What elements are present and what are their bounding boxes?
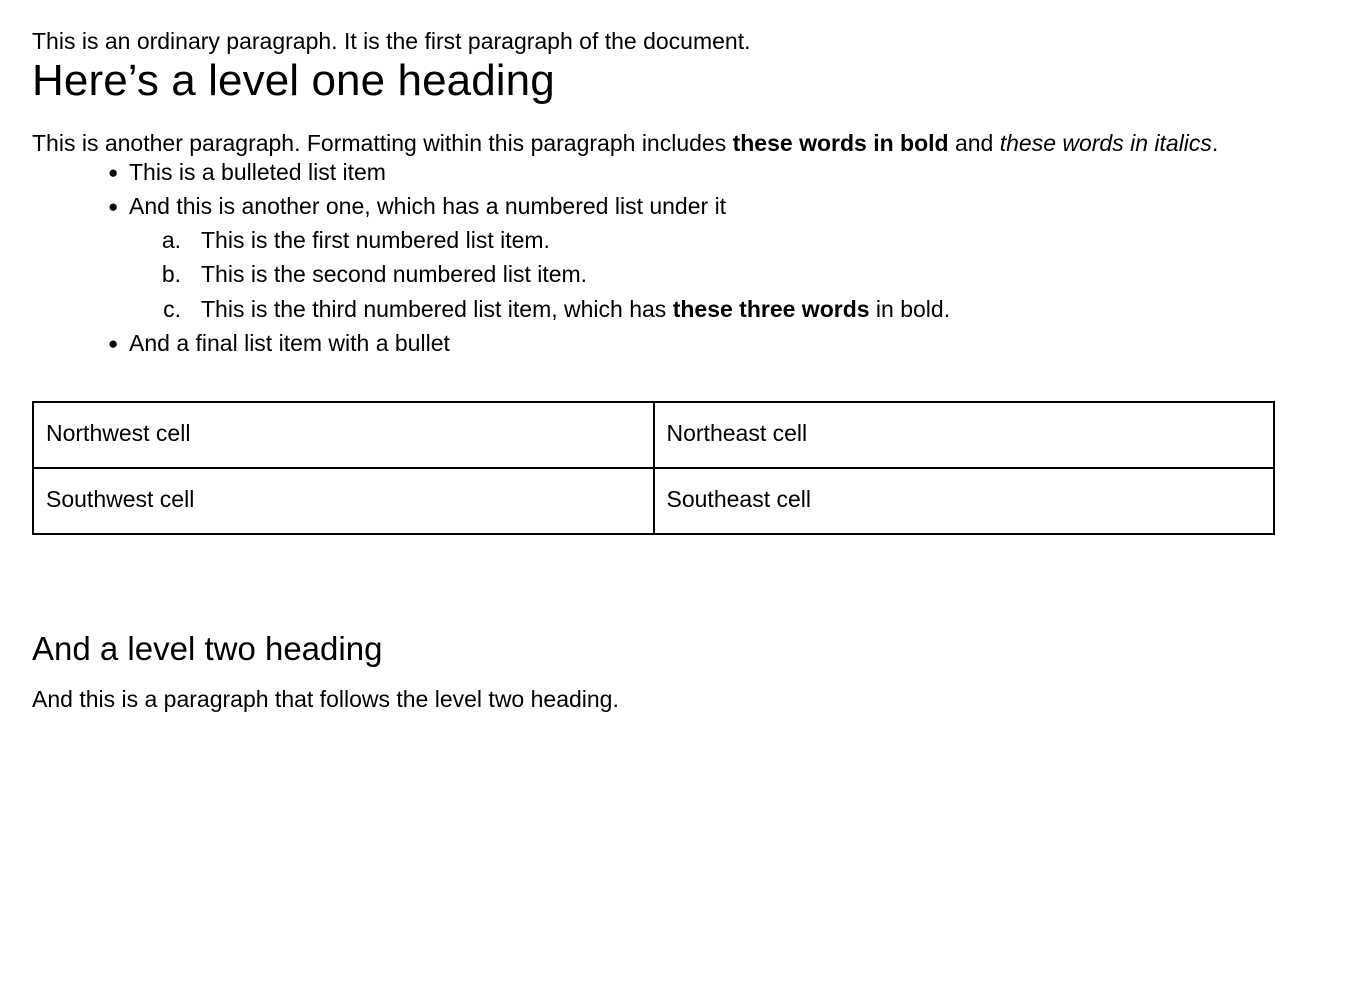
second-paragraph-bold: these words in bold [732, 129, 949, 156]
list-item-label: This is the second numbered list item. [201, 261, 588, 288]
bulleted-list [32, 158, 1320, 359]
numbered-list [129, 226, 1320, 324]
list-item-label: And a final list item with a bullet [129, 330, 450, 357]
last-paragraph: And this is a paragraph that follows the level two heading. [32, 685, 619, 712]
table-cell: Southwest cell [33, 468, 654, 534]
second-paragraph-italic: these words in italics [999, 129, 1212, 156]
table-row [33, 468, 1274, 534]
list-marker: b. [161, 261, 181, 288]
list-item [32, 192, 1320, 324]
table-cell: Northeast cell [654, 402, 1275, 468]
second-paragraph [32, 128, 1287, 158]
bullet-icon: ● [108, 162, 119, 182]
list-item [129, 260, 1320, 289]
list-item-label-prefix: This is the third numbered list item, which has [201, 295, 673, 322]
bullet-icon: ● [108, 334, 119, 354]
document-table [32, 401, 1275, 535]
heading-level-two: And a level two heading [32, 629, 383, 667]
list-marker: a. [161, 226, 181, 253]
first-paragraph: This is an ordinary paragraph. It is the first paragraph of the document. [32, 28, 751, 54]
list-item-label-bold: these three words [672, 295, 870, 322]
list-item-label: This is the first numbered list item. [201, 226, 550, 253]
list-marker: c. [163, 295, 181, 322]
list-item-label-suffix: in bold. [869, 295, 951, 322]
bullet-icon: ● [108, 197, 119, 217]
table-cell: Southeast cell [654, 468, 1275, 534]
list-item [129, 226, 1320, 255]
list-item [129, 295, 1320, 324]
second-paragraph-text-2: and [948, 129, 1000, 156]
list-item [32, 158, 1320, 187]
list-item-label: And this is another one, which has a numbered list under it [129, 193, 727, 220]
second-paragraph-text-3: . [1211, 129, 1219, 156]
second-paragraph-text-1: This is another paragraph. Formatting within this paragraph includes [32, 129, 733, 156]
heading-level-one: Here’s a level one heading [32, 56, 555, 106]
list-item [32, 329, 1320, 358]
list-item-label: This is a bulleted list item [129, 158, 386, 185]
table-cell: Northwest cell [33, 402, 654, 468]
table-row [33, 402, 1274, 468]
